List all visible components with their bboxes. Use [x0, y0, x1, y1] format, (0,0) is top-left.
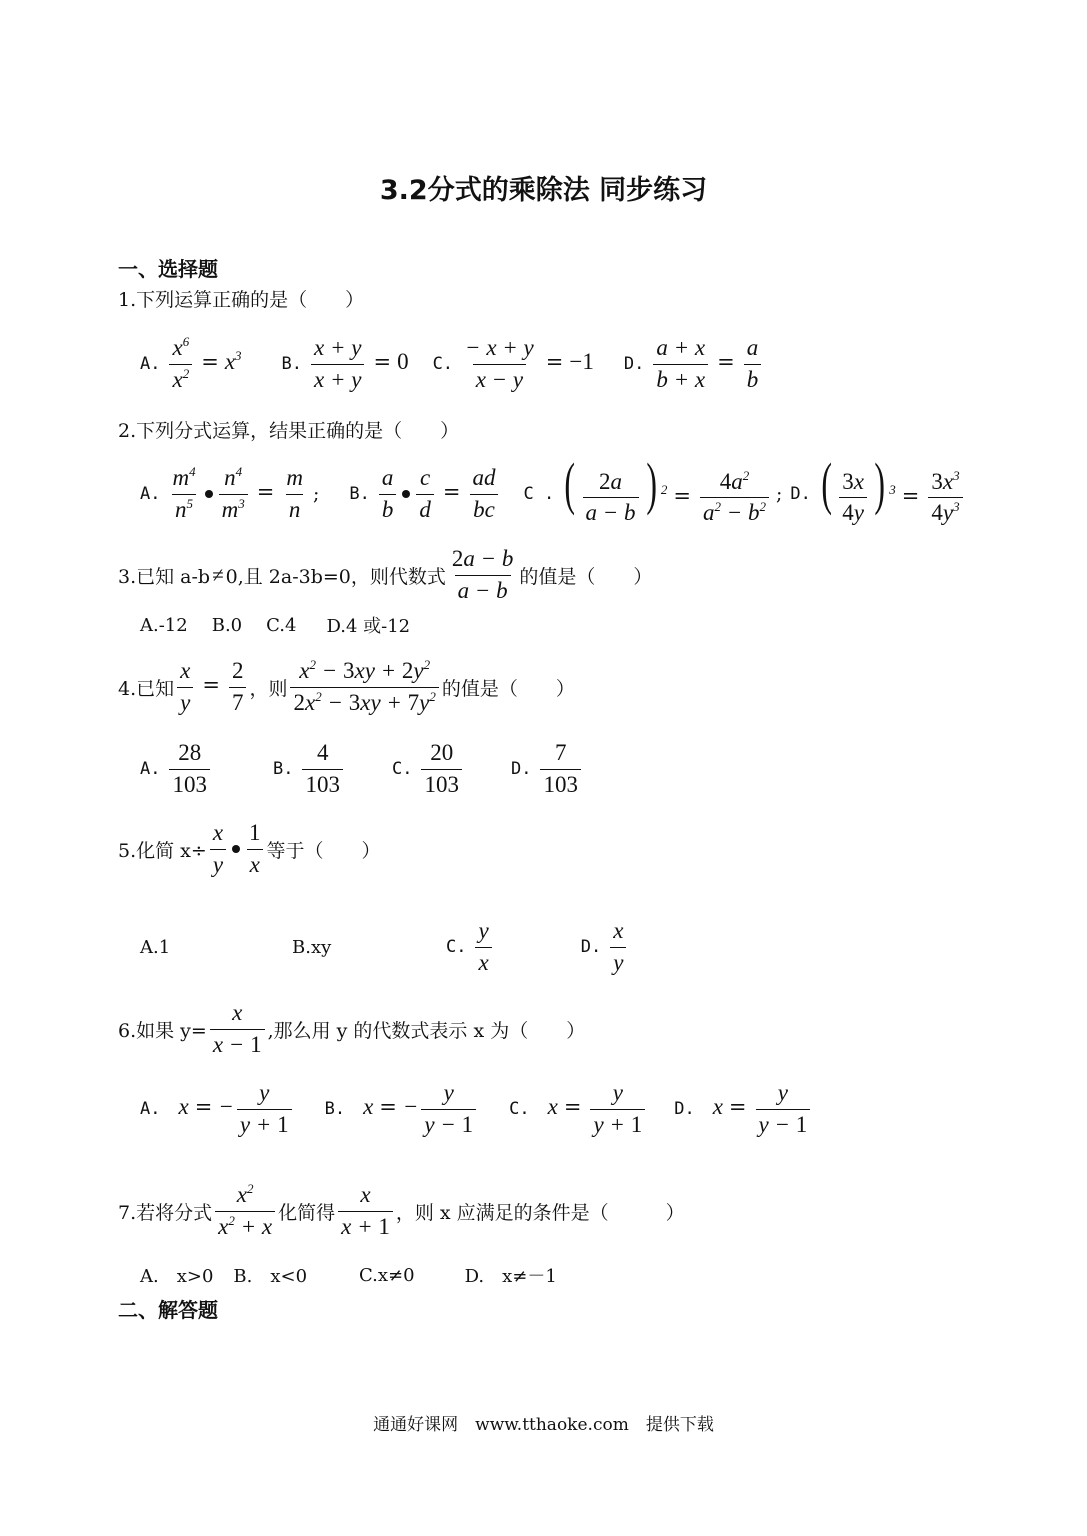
- q6-label-c: C.: [509, 1099, 530, 1119]
- q6-label-b: B.: [324, 1099, 346, 1119]
- q4-option-a-den: 103: [169, 769, 210, 798]
- q7-result: $\frac{x}{x + 1}$: [335, 1182, 396, 1240]
- question-5: [118, 818, 381, 880]
- q6-option-c-expr: x = $\frac{y}{y + 1}$: [548, 1080, 649, 1138]
- q3-options: [140, 612, 410, 638]
- q4-option-b-num: 4: [316, 740, 329, 766]
- question-3: [118, 544, 652, 606]
- question-6: [118, 998, 585, 1060]
- q2-option-c-expr: ( $\frac{2a}{a - b}$ ) $^2$ = $\frac{4a^2}{a^2 - b^2}$: [560, 461, 772, 527]
- q4-option-c-frac: [421, 740, 462, 798]
- q5-option-b: B.xy: [292, 936, 332, 958]
- q3-text-mid: 0,且 2a-3b=0，则代数式: [225, 565, 446, 588]
- q4-option-c-num: 20: [430, 740, 454, 766]
- q5-label-d: D.: [580, 937, 602, 957]
- q4-option-d-den: 103: [540, 769, 581, 798]
- q5-option-a: A.1: [140, 936, 171, 958]
- q5-option-d-expr: $\frac{x}{y}$: [610, 918, 626, 976]
- q3-option-c: C.4: [266, 614, 297, 636]
- q4-option-c-den: 103: [421, 769, 462, 798]
- q1-option-b-expr: $\frac{x + y}{x + y}$ = 0: [308, 335, 409, 393]
- q1-option-d-expr: $\frac{a + x}{b + x}$ = $\frac{a}{b}$: [650, 335, 764, 393]
- q6-text-post: ,那么用 y 的代数式表示 x 为（ ）: [267, 1019, 586, 1042]
- q4-option-b-den: 103: [302, 769, 343, 798]
- q3-neq-sign: ≠: [212, 562, 224, 587]
- question-4: [118, 656, 575, 718]
- q2-label-c: C .: [523, 484, 555, 504]
- page-title: 3.2分式的乘除法 同步练习: [379, 175, 708, 206]
- q3-option-a: A.-12: [140, 614, 188, 636]
- q2-label-a: A.: [140, 484, 161, 504]
- footer-credit: 通通好课网 www.tthaoke.com 提供下载: [373, 1415, 714, 1435]
- q5-label-c: C.: [446, 937, 467, 957]
- q1-label-d: D.: [623, 354, 645, 374]
- q1-option-c-expr: $\frac{- x + y}{x - y}$ = −1: [465, 335, 594, 392]
- q7-expression: $\frac{x^2}{x^2 + x}$: [212, 1182, 278, 1240]
- q4-text-mid: ，则: [249, 677, 288, 700]
- q4-option-d-frac: [540, 740, 581, 798]
- q4-label-a: A.: [140, 759, 161, 779]
- q4-option-d-num: 7: [554, 740, 567, 766]
- q4-text-pre: 4.已知: [118, 677, 175, 700]
- q4-label-b: B.: [272, 759, 294, 779]
- q7-option-a: A. x>0: [140, 1266, 214, 1287]
- q7-text-post: ，则 x 应满足的条件是（ ）: [395, 1201, 685, 1224]
- q7-options: [140, 1262, 557, 1288]
- q5-options: [140, 916, 629, 978]
- q6-label-a: A.: [140, 1099, 161, 1119]
- section-choice-heading: 一、选择题: [118, 257, 218, 281]
- q1-label-c: C.: [432, 354, 454, 374]
- question-7: [118, 1180, 685, 1242]
- q6-text-pre: 6.如果 y=: [118, 1019, 207, 1042]
- q4-expression: $\frac{x^2 - 3xy + 2y^2}{2x^2 - 3xy + 7y^2}$: [287, 658, 441, 716]
- q2-option-d-expr: ( $\frac{3x}{4y}$ ) $^3$ = $\frac{3x^3}{4y^3}$: [817, 461, 966, 527]
- q4-option-b-frac: [302, 740, 343, 798]
- q4-text-post: 的值是（ ）: [441, 677, 575, 700]
- q2-label-d: D.: [790, 484, 811, 504]
- q6-options: [140, 1078, 813, 1140]
- q5-option-c-expr: $\frac{y}{x}$: [475, 918, 491, 976]
- q6-option-b-expr: x = − $\frac{y}{y - 1}$: [363, 1080, 479, 1138]
- q3-text-post: 的值是（ ）: [519, 565, 653, 588]
- q4-option-a-num: 28: [178, 740, 202, 766]
- q1-label-a: A.: [140, 354, 161, 374]
- q2-label-b: B.: [349, 484, 370, 504]
- question-1: 1.下列运算正确的是（ ）: [118, 289, 365, 311]
- q4-options: [140, 738, 584, 800]
- q3-expression: $\frac{2a - b}{a - b}$: [451, 546, 514, 603]
- q4-given-ratio: $\frac{x}{y}$ = $\frac{2}{7}$: [174, 658, 249, 716]
- q7-option-d: D. x≠－1: [464, 1266, 557, 1287]
- q7-option-b: B. x<0: [233, 1266, 308, 1287]
- section-answer-heading: 二、解答题: [118, 1298, 218, 1322]
- q5-text-post: 等于（ ）: [266, 839, 381, 862]
- q2-option-a-expr: $\frac{m^4}{n^5}$ $\frac{n^4}{m^3}$ = $\frac{m}{n}$: [172, 463, 303, 522]
- q6-label-d: D.: [674, 1099, 695, 1119]
- q6-option-d-expr: x = $\frac{y}{y - 1}$: [713, 1080, 814, 1138]
- q6-expression: $\frac{x}{x - 1}$: [207, 1000, 268, 1058]
- q4-option-a-frac: [169, 740, 210, 798]
- question-2: 2.下列分式运算，结果正确的是（ ）: [118, 420, 460, 442]
- q4-label-c: C.: [391, 759, 413, 779]
- q1-options: [140, 334, 764, 394]
- q3-option-b: B.0: [211, 614, 243, 636]
- q5-expression: $\frac{x}{y}$ $\frac{1}{x}$: [207, 820, 267, 878]
- q5-text-pre: 5.化简 x÷: [118, 839, 207, 862]
- q2-separator-2: ;: [776, 483, 783, 505]
- q2-option-b-expr: $\frac{a}{b}$ $\frac{c}{d}$ = $\frac{ad}{bc}$: [376, 465, 502, 523]
- q1-option-a-expr: $\frac{x^6}{x^2}$ = $x^3$: [166, 335, 241, 393]
- q1-label-b: B.: [281, 354, 303, 374]
- q2-options: [140, 451, 966, 526]
- q2-separator-1: ;: [312, 483, 320, 505]
- q7-text-mid: 化简得: [278, 1201, 336, 1224]
- q3-option-d: D.4 或-12: [326, 616, 411, 637]
- q7-option-c: C.x≠0: [359, 1264, 415, 1286]
- q4-label-d: D.: [510, 759, 532, 779]
- q3-text-pre: 3.已知 a-b: [118, 565, 211, 588]
- q6-option-a-expr: x = − $\frac{y}{y + 1}$: [178, 1080, 294, 1138]
- q7-text-pre: 7.若将分式: [118, 1201, 213, 1224]
